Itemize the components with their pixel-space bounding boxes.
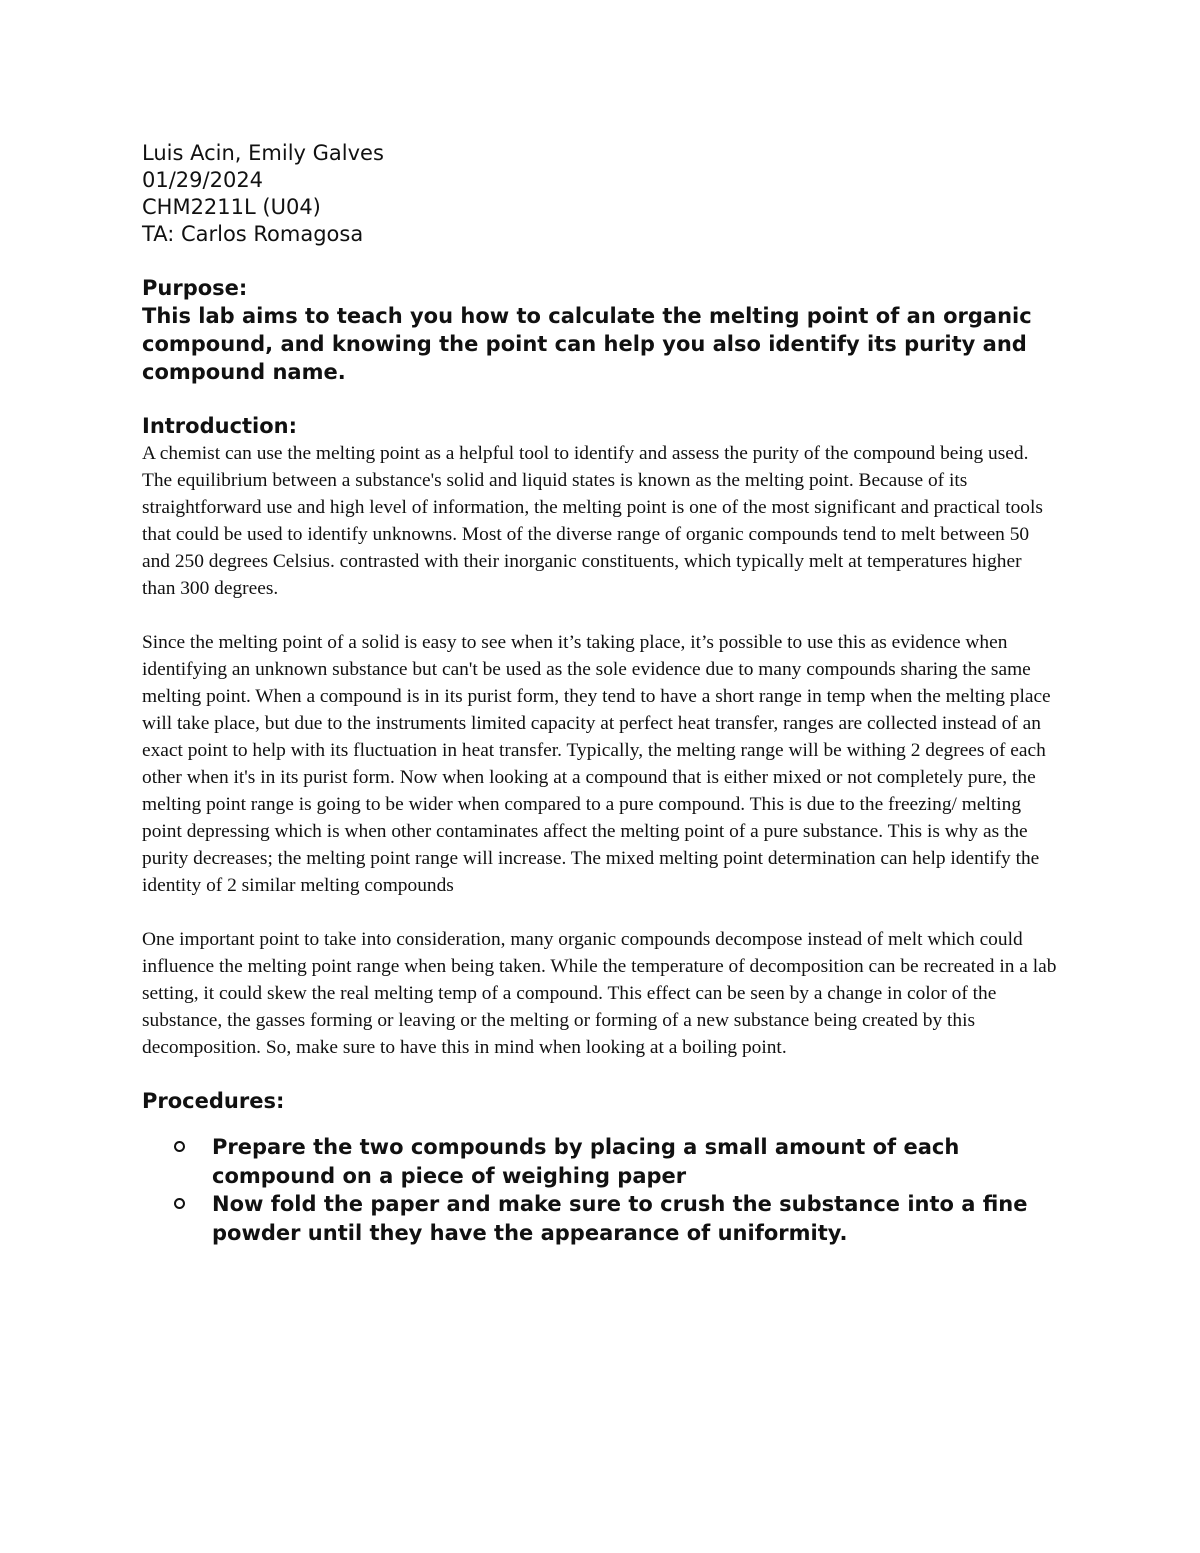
procedures-section xyxy=(142,1088,1062,1247)
introduction-paragraph: Since the melting point of a solid is easy to see when it’s taking place, it’s possible to use this as evidence when identifying an unknown substance but can't be used as the sole evidence due to many compounds sharing the same melting point. When a compound is in its purist form, they tend to have a short range in temp when the melting place will take place, but due to the instruments limited capacity at perfect heat transfer, ranges are collected instead of an exact point to help with its fluctuation in heat transfer. Typically, the melting range will be withing 2 degrees of each other when it's in its purist form. Now when looking at a compound that is either mixed or not completely pure, the melting point range is going to be wider when compared to a pure compound. This is due to the freezing/ melting point depressing which is when other contaminates affect the melting point of a pure substance. This is why as the purity decreases; the melting point range will increase. The mixed melting point determination can help identify the identity of 2 similar melting compounds xyxy=(142,632,1051,896)
purpose-text: This lab aims to teach you how to calculate the melting point of an organic compound, and knowing the point can help you also identify its purity and compound name. xyxy=(142,304,1032,384)
purpose-heading: Purpose: xyxy=(142,276,248,300)
teaching-assistant: TA: Carlos Romagosa xyxy=(142,222,364,246)
document-header xyxy=(142,140,1062,248)
introduction-section xyxy=(142,413,1062,1061)
procedure-step-text: Now fold the paper and make sure to crush the substance into a fine powder until they have the appearance of uniformity. xyxy=(212,1192,1028,1245)
procedures-heading: Procedures: xyxy=(142,1089,285,1113)
list-item xyxy=(142,1190,1052,1247)
procedure-step-text: Prepare the two compounds by placing a small amount of each compound on a piece of weighing paper xyxy=(212,1135,960,1188)
circle-bullet-icon xyxy=(174,1198,185,1209)
authors: Luis Acin, Emily Galves xyxy=(142,141,384,165)
list-item xyxy=(142,1133,1052,1190)
document-page xyxy=(142,140,1062,1247)
circle-bullet-icon xyxy=(174,1141,185,1152)
purpose-section xyxy=(142,275,1062,386)
report-date: 01/29/2024 xyxy=(142,168,264,192)
course-code: CHM2211L (U04) xyxy=(142,195,321,219)
introduction-paragraph: One important point to take into consideration, many organic compounds decompose instead of melt which could influence the melting point range when being taken. While the temperature of decomposition can be recreated in a lab setting, it could skew the real melting temp of a compound. This effect can be seen by a change in color of the substance, the gasses forming or leaving or the melting or forming of a new substance being created by this decomposition. So, make sure to have this in mind when looking at a boiling point. xyxy=(142,929,1057,1058)
introduction-paragraph: A chemist can use the melting point as a helpful tool to identify and assess the purity of the compound being used. The equilibrium between a substance's solid and liquid states is known as the melting point. Because of its straightforward use and high level of information, the melting point is one of the most significant and practical tools that could be used to identify unknowns. Most of the diverse range of organic compounds tend to melt between 50 and 250 degrees Celsius. contrasted with their inorganic constituents, which typically melt at temperatures higher than 300 degrees. xyxy=(142,443,1043,599)
introduction-heading: Introduction: xyxy=(142,414,298,438)
procedures-list xyxy=(142,1133,1062,1247)
